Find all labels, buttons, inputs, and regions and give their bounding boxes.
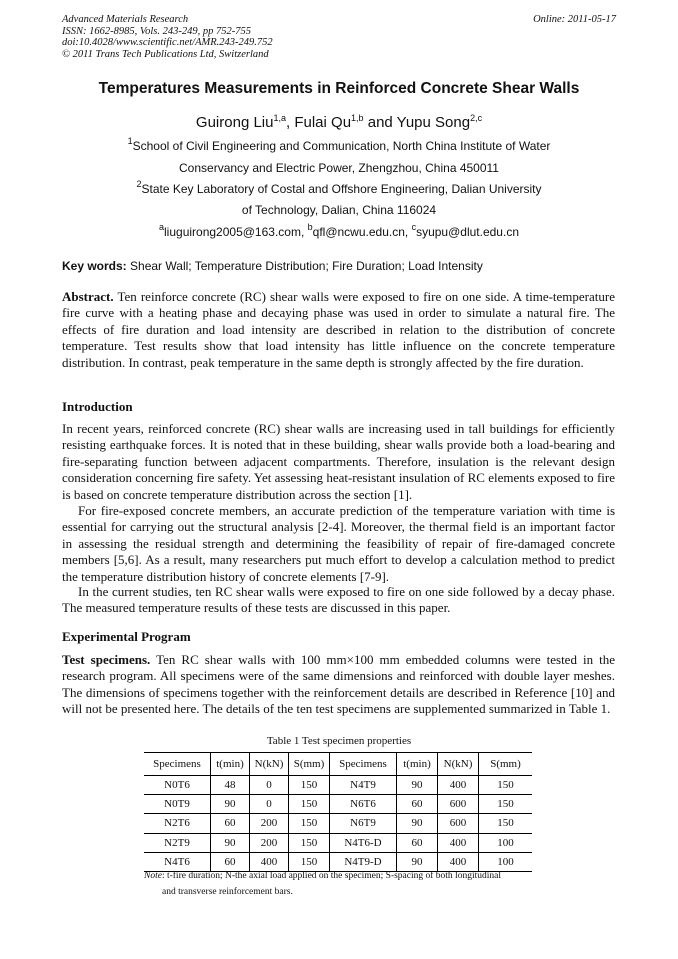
- column-header: S(mm): [479, 753, 533, 776]
- table-cell: 60: [211, 814, 250, 833]
- table-cell: 400: [438, 833, 479, 852]
- table-row: [144, 795, 532, 814]
- section-heading-experimental: Experimental Program: [62, 629, 191, 644]
- affiliation-2: $^2$State Key Laboratory of Costal and Offshore Engineering, Dalian University: [136, 179, 542, 196]
- author-sup: 2,c: [470, 113, 483, 123]
- column-header: Specimens: [144, 753, 211, 776]
- table-cell: 48: [211, 776, 250, 795]
- column-header: t(min): [211, 753, 250, 776]
- column-header: N(kN): [250, 753, 289, 776]
- specimen-table: [144, 752, 532, 872]
- table-header-row: [144, 753, 532, 776]
- affiliation-2-cont: of Technology, Dalian, China 116024: [241, 203, 437, 217]
- table-cell: 150: [289, 852, 330, 871]
- table-cell: 90: [211, 795, 250, 814]
- column-header: S(mm): [289, 753, 330, 776]
- column-header: Specimens: [330, 753, 397, 776]
- table-cell: 60: [211, 852, 250, 871]
- table-cell: 150: [479, 795, 533, 814]
- column-header: t(min): [397, 753, 438, 776]
- keywords-label: Key words:: [62, 259, 127, 273]
- table-note: [144, 868, 544, 900]
- affiliation-1: $^1$School of Civil Engineering and Communication, North China Institute of Water: [127, 136, 551, 153]
- table-cell: 150: [479, 776, 533, 795]
- author-sup: 1,b: [351, 113, 364, 123]
- table-row: [144, 833, 532, 852]
- abstract: [62, 289, 615, 371]
- table-caption: Table 1 Test specimen properties: [266, 735, 412, 747]
- table-cell: 0: [250, 795, 289, 814]
- table-cell: 600: [438, 814, 479, 833]
- table-cell: 90: [397, 814, 438, 833]
- table-cell: N4T9: [330, 776, 397, 795]
- table-cell: 150: [289, 814, 330, 833]
- table-cell: N4T6-D: [330, 833, 397, 852]
- table-cell: 100: [479, 852, 533, 871]
- table-cell: 600: [438, 795, 479, 814]
- abstract-text: Ten reinforce concrete (RC) shear walls were exposed to fire on one side. A time-temperature fire curve with a heating phase and decaying phase was used in order to simulate a natural fire. The effects of fire duration and load intensity are described in relation to the distribution of concrete temperature. Test results show that load intensity has little influence on the concrete temperature distribution. In contrast, peak temperature in the same depth is strongly affected by the fire duration.: [62, 289, 615, 370]
- journal-header: [62, 14, 273, 60]
- email-link[interactable]: syupu@dlut.edu.cn: [416, 225, 519, 239]
- author-sup: 1,a: [273, 113, 286, 123]
- table-cell: N2T6: [144, 814, 211, 833]
- table-cell: 0: [250, 776, 289, 795]
- intro-paragraph-1: In recent years, reinforced concrete (RC) shear walls are increasing used in tall buildings for efficiently resisting earthquake forces. It is noted that in these building, shear walls provide both a load-bearing and fire-separating function between adjacent compartments. Therefore, insulation is the relevant design consideration concerning fire safety. Yet assessing heat-resistant insulation of RC elements exposed to fire is based on concrete temperature distribution across the section [1].: [62, 421, 615, 502]
- table-cell: 100: [479, 833, 533, 852]
- author-name: Guirong Liu: [195, 114, 274, 131]
- table-cell: N4T6: [144, 852, 211, 871]
- table-cell: 60: [397, 833, 438, 852]
- copyright: © 2011 Trans Tech Publications Ltd, Switzerland: [62, 48, 269, 60]
- table-cell: 200: [250, 814, 289, 833]
- table-cell: N2T9: [144, 833, 211, 852]
- keywords-text: Shear Wall; Temperature Distribution; Fire Duration; Load Intensity: [130, 259, 483, 273]
- table-cell: N0T9: [144, 795, 211, 814]
- author-name: Yupu Song: [396, 114, 471, 131]
- table-cell: N6T6: [330, 795, 397, 814]
- table-note-line-1: Note: t-fire duration; N-the axial load applied on the specimen; S-spacing of both longitudinal: [144, 871, 501, 881]
- test-specimens-paragraph: [62, 652, 615, 718]
- table-cell: 90: [397, 852, 438, 871]
- table-cell: 90: [211, 833, 250, 852]
- table-cell: 150: [479, 814, 533, 833]
- email-link[interactable]: liuguirong2005@163.com,: [164, 225, 305, 239]
- issn: ISSN: 1662-8985, Vols. 243-249, pp 752-755: [62, 25, 251, 37]
- paper-title: Temperatures Measurements in Reinforced Concrete Shear Walls: [98, 80, 580, 97]
- keywords: [62, 259, 622, 273]
- abstract-label: Abstract.: [62, 289, 114, 304]
- test-specimens-text: Ten RC shear walls with 100 mm×100 mm embedded columns were tested in the research program. All specimens were of the same dimensions and reinforced with double layer meshes. The dimensions of specimens together with the reinforcement details are described in Reference [10] and will not be presented here. The details of the ten test specimens are supplemented summarized in Table 1.: [62, 652, 616, 717]
- table-cell: 150: [289, 795, 330, 814]
- table-cell: 150: [289, 776, 330, 795]
- table-cell: 200: [250, 833, 289, 852]
- affiliation-1-cont: Conservancy and Electric Power, Zhengzhou, China 450011: [179, 161, 499, 175]
- table-row: [144, 814, 532, 833]
- column-header: N(kN): [438, 753, 479, 776]
- table-cell: N4T9-D: [330, 852, 397, 871]
- journal-name: Advanced Materials Research: [62, 14, 189, 25]
- author-name: Fulai Qu: [294, 114, 352, 131]
- test-specimens-label: Test specimens.: [62, 652, 151, 667]
- doi: doi:10.4028/www.scientific.net/AMR.243-249.752: [62, 37, 273, 48]
- table-cell: N0T6: [144, 776, 211, 795]
- table-cell: 400: [438, 852, 479, 871]
- section-heading-introduction: Introduction: [62, 399, 133, 414]
- table-cell: 400: [438, 776, 479, 795]
- table-row: [144, 776, 532, 795]
- author-emails: $^a$liuguirong2005@163.com, $^b$qfl@ncwu.edu.cn, $^c$syupu@dlut.edu.cn: [159, 222, 519, 239]
- intro-paragraph-3: In the current studies, ten RC shear walls were exposed to fire on one side followed by a decay phase. The measured temperature results of these tests are discussed in this paper.: [62, 584, 615, 616]
- table-cell: N6T9: [330, 814, 397, 833]
- email-link[interactable]: qfl@ncwu.edu.cn,: [312, 225, 409, 239]
- author-list: Guirong Liu$^{1,a}$, Fulai Qu$^{1,b}$ and Yupu Song$^{2,c}$: [195, 113, 483, 131]
- table-cell: 90: [397, 776, 438, 795]
- table-cell: 150: [289, 833, 330, 852]
- table-cell: 60: [397, 795, 438, 814]
- table-note-line-2: and transverse reinforcement bars.: [162, 887, 293, 897]
- intro-paragraph-2: For fire-exposed concrete members, an accurate prediction of the temperature variation with time is essential for carrying out the structural analysis [2-4]. Moreover, the thermal field is an important factor in assessing the residual strength and determining the feasibility of repair of fire-damaged concrete members [5,6]. As a result, many researchers put much effort to develop a calculation method to predict the temperature distribution history of concrete elements [7-9].: [62, 503, 615, 584]
- online-date: Online: 2011-05-17: [533, 14, 616, 25]
- table-cell: 400: [250, 852, 289, 871]
